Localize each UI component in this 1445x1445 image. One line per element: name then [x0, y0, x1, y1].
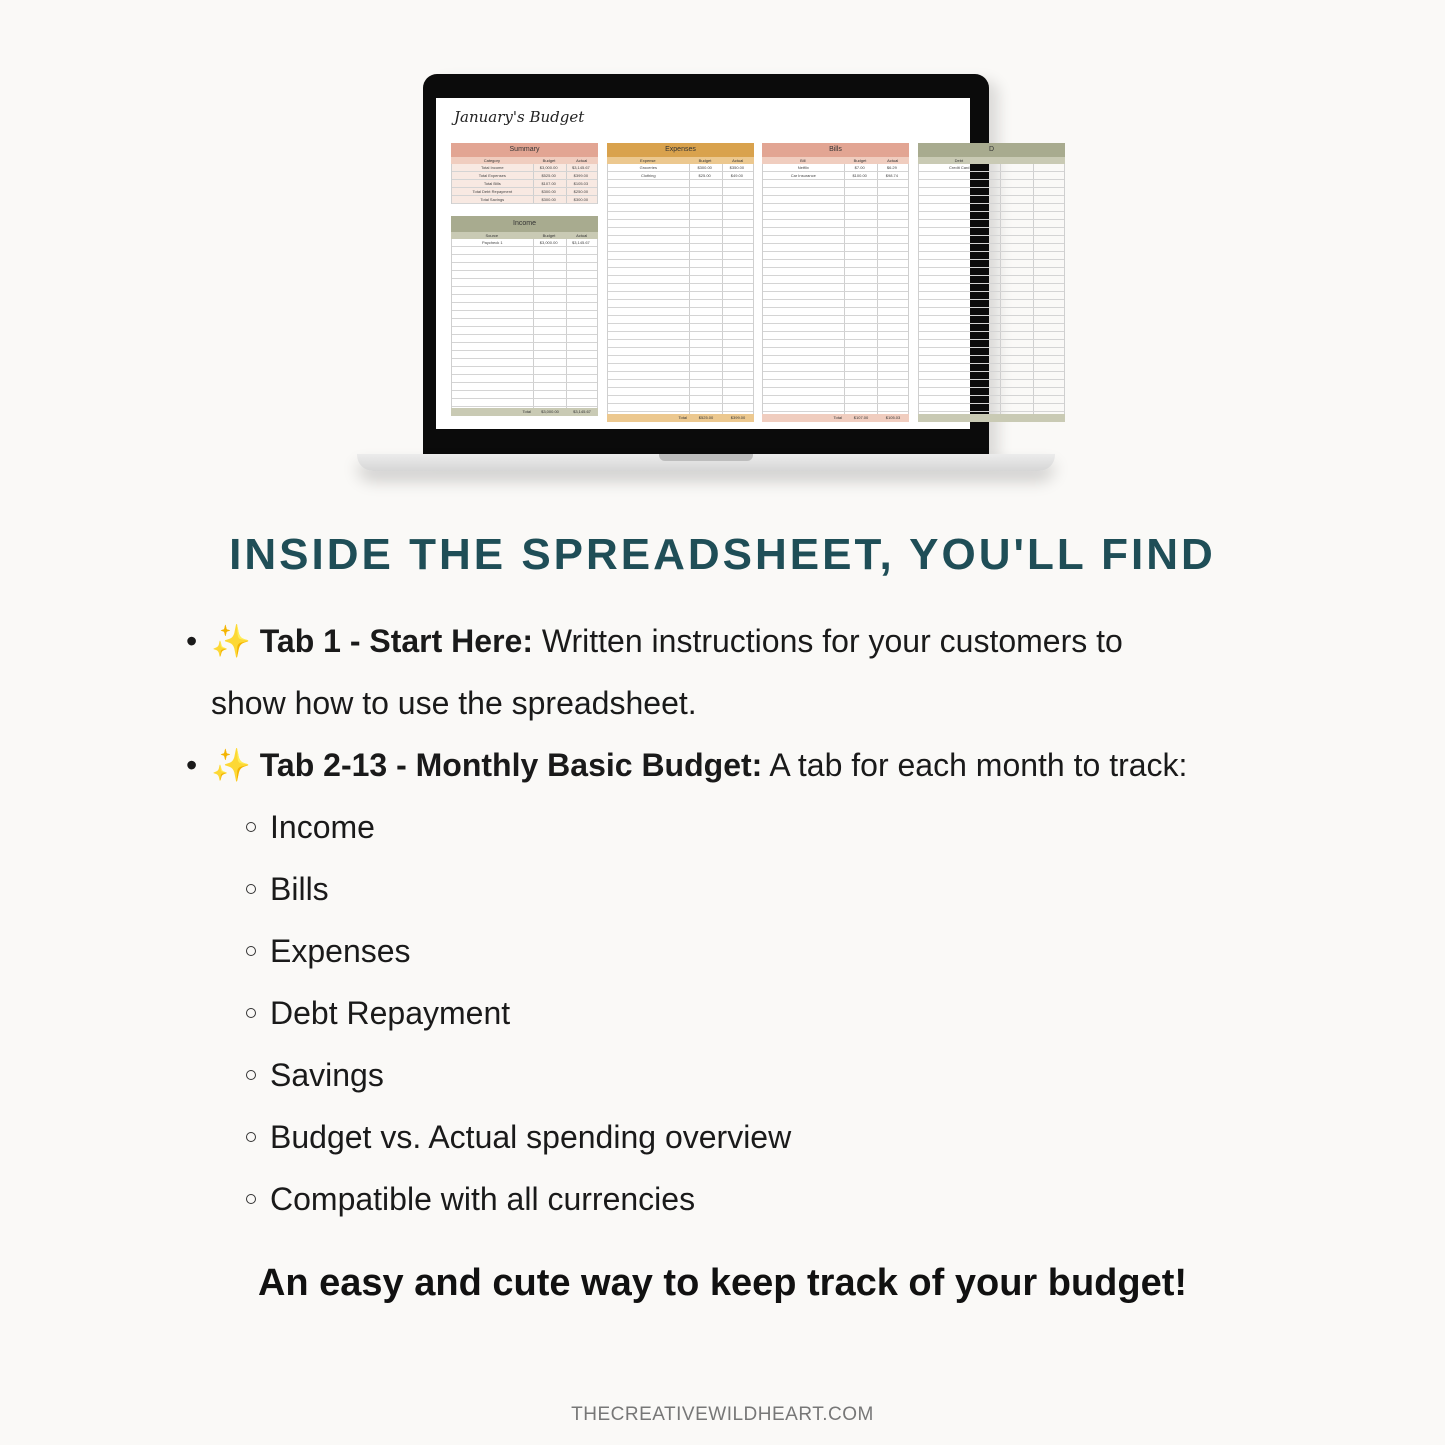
summary-table — [451, 143, 598, 204]
cell: $107.00 — [541, 181, 556, 186]
cell: $6.29 — [886, 165, 897, 170]
cell: $107.00 — [853, 415, 869, 420]
sub-item-label: Compatible with all currencies — [270, 1181, 696, 1217]
list-item — [186, 610, 1366, 734]
circle-bullet-icon — [246, 884, 256, 894]
sub-item-savings — [186, 1044, 1366, 1106]
table-row — [608, 172, 753, 180]
table-row — [919, 164, 1064, 172]
income-table — [451, 216, 598, 416]
bullet-icon: • — [186, 623, 198, 659]
cell: Total — [833, 415, 842, 420]
laptop-lid — [423, 74, 995, 456]
sub-item-overview — [186, 1106, 1366, 1168]
cell: $105.03 — [573, 181, 589, 186]
income-total — [451, 408, 598, 416]
column-header: Budget — [853, 158, 867, 163]
sub-item-income — [186, 796, 1366, 858]
cell: Paycheck 1 — [481, 240, 503, 245]
spreadsheet-screen — [436, 98, 995, 429]
circle-bullet-icon — [246, 1070, 256, 1080]
column-header: Actual — [576, 158, 588, 163]
circle-bullet-icon — [246, 1008, 256, 1018]
sub-item-currencies — [186, 1168, 1366, 1230]
section-heading: INSIDE THE SPREADSHEET, YOU'LL FIND — [229, 530, 1216, 579]
cell: $98.74 — [885, 173, 898, 178]
item-text: A tab for each month to track: — [762, 747, 1188, 783]
income-header: Income — [451, 216, 598, 232]
cell: $3,145.67 — [571, 240, 590, 245]
column-header: Source — [485, 233, 499, 238]
cell: $399.00 — [573, 173, 589, 178]
cell: $100.00 — [852, 173, 867, 178]
cell: Credit Card — [949, 165, 970, 170]
cell: Total Expenses — [478, 173, 506, 178]
sheet-title: January's Budget — [454, 108, 585, 126]
table-row — [452, 172, 597, 180]
cell: $3,145.67 — [571, 165, 590, 170]
circle-bullet-icon — [246, 1132, 256, 1142]
item-text-continued: show how to use the spreadsheet. — [211, 685, 697, 721]
bills-columns — [762, 157, 909, 164]
item-title: Tab 1 - Start Here: — [259, 623, 533, 659]
sub-item-label: Budget vs. Actual spending overview — [270, 1119, 792, 1155]
expenses-header: Expenses — [607, 143, 754, 157]
cell: $399.00 — [730, 415, 746, 420]
bullet-icon: • — [186, 747, 198, 783]
cell: $3,000.00 — [539, 240, 558, 245]
table-row — [763, 172, 908, 180]
column-header: Debt — [954, 158, 964, 163]
debt-columns — [918, 157, 1065, 164]
column-header: Actual — [732, 158, 744, 163]
sub-item-label: Savings — [270, 1057, 384, 1093]
sub-item-debt-repayment — [186, 982, 1366, 1044]
expenses-table — [607, 143, 754, 422]
table-row — [763, 164, 908, 172]
circle-bullet-icon — [246, 822, 256, 832]
table-row — [452, 180, 597, 188]
cell: Netflix — [797, 165, 809, 170]
cell: $300.00 — [541, 197, 556, 202]
cell: Car Insurance — [790, 173, 816, 178]
income-columns — [451, 232, 598, 239]
summary-columns — [451, 157, 598, 164]
laptop-notch — [659, 454, 753, 461]
cell: $3,145.67 — [573, 409, 591, 414]
column-header: Bill — [800, 158, 806, 163]
cell: $525.00 — [541, 173, 556, 178]
table-row — [452, 164, 597, 172]
circle-bullet-icon — [246, 946, 256, 956]
sub-item-label: Debt Repayment — [270, 995, 511, 1031]
expenses-columns — [607, 157, 754, 164]
table-row — [452, 239, 597, 247]
column-header: Expense — [640, 158, 656, 163]
expenses-total — [607, 414, 754, 422]
circle-bullet-icon — [246, 1194, 256, 1204]
column-header: Budget — [542, 233, 556, 238]
cell: Total Debt Repayment — [472, 189, 513, 194]
cell: Total Bills — [483, 181, 501, 186]
debt-total — [918, 414, 1065, 422]
cell: $300.00 — [697, 165, 712, 170]
income-rows — [451, 239, 598, 408]
table-row — [452, 196, 597, 204]
bills-table — [762, 143, 909, 422]
cell: $7.00 — [854, 165, 865, 170]
cell: $300.00 — [541, 189, 556, 194]
cell: Total — [522, 409, 531, 414]
sparkles-icon: ✨ — [211, 747, 251, 783]
footer-url: THECREATIVEWILDHEART.COM — [571, 1404, 874, 1425]
sub-item-label: Expenses — [270, 933, 411, 969]
bills-rows — [762, 164, 909, 414]
cell: Total — [678, 415, 687, 420]
list-item — [186, 734, 1366, 796]
debt-rows — [918, 164, 1065, 414]
cell: $350.00 — [729, 165, 745, 170]
cell: $3,000.00 — [541, 409, 559, 414]
debt-header: D — [918, 143, 1065, 157]
cell: Groceries — [639, 165, 657, 170]
cell: Total Income — [480, 165, 504, 170]
cell: $250.00 — [573, 189, 589, 194]
expenses-rows — [607, 164, 754, 414]
sub-item-label: Income — [270, 809, 375, 845]
sparkles-icon: ✨ — [211, 623, 251, 659]
sub-item-label: Bills — [270, 871, 329, 907]
cell: $300.00 — [573, 197, 589, 202]
tagline: An easy and cute way to keep track of your budget! — [257, 1262, 1188, 1304]
cell: $525.00 — [698, 415, 714, 420]
summary-header: Summary — [451, 143, 598, 157]
laptop-mockup — [357, 74, 1057, 484]
cell: $25.00 — [698, 173, 711, 178]
column-header: Actual — [887, 158, 899, 163]
bills-total — [762, 414, 909, 422]
sub-item-expenses — [186, 920, 1366, 982]
feature-list — [186, 610, 1366, 1230]
cell: Total Savings — [480, 197, 505, 202]
cell: $3,000.00 — [539, 165, 558, 170]
summary-rows — [451, 164, 598, 204]
column-header: Category — [483, 158, 500, 163]
column-header: Budget — [542, 158, 556, 163]
cell: $49.00 — [730, 173, 743, 178]
item-title: Tab 2-13 - Monthly Basic Budget: — [259, 747, 763, 783]
item-text: Written instructions for your customers to — [532, 623, 1123, 659]
column-header: Actual — [576, 233, 588, 238]
debt-table — [918, 143, 1065, 422]
cell: Clothing — [640, 173, 656, 178]
cell: $105.03 — [885, 415, 901, 420]
bills-header: Bills — [762, 143, 909, 157]
sub-item-bills — [186, 858, 1366, 920]
table-row — [608, 164, 753, 172]
table-row — [452, 188, 597, 196]
column-header: Budget — [698, 158, 712, 163]
